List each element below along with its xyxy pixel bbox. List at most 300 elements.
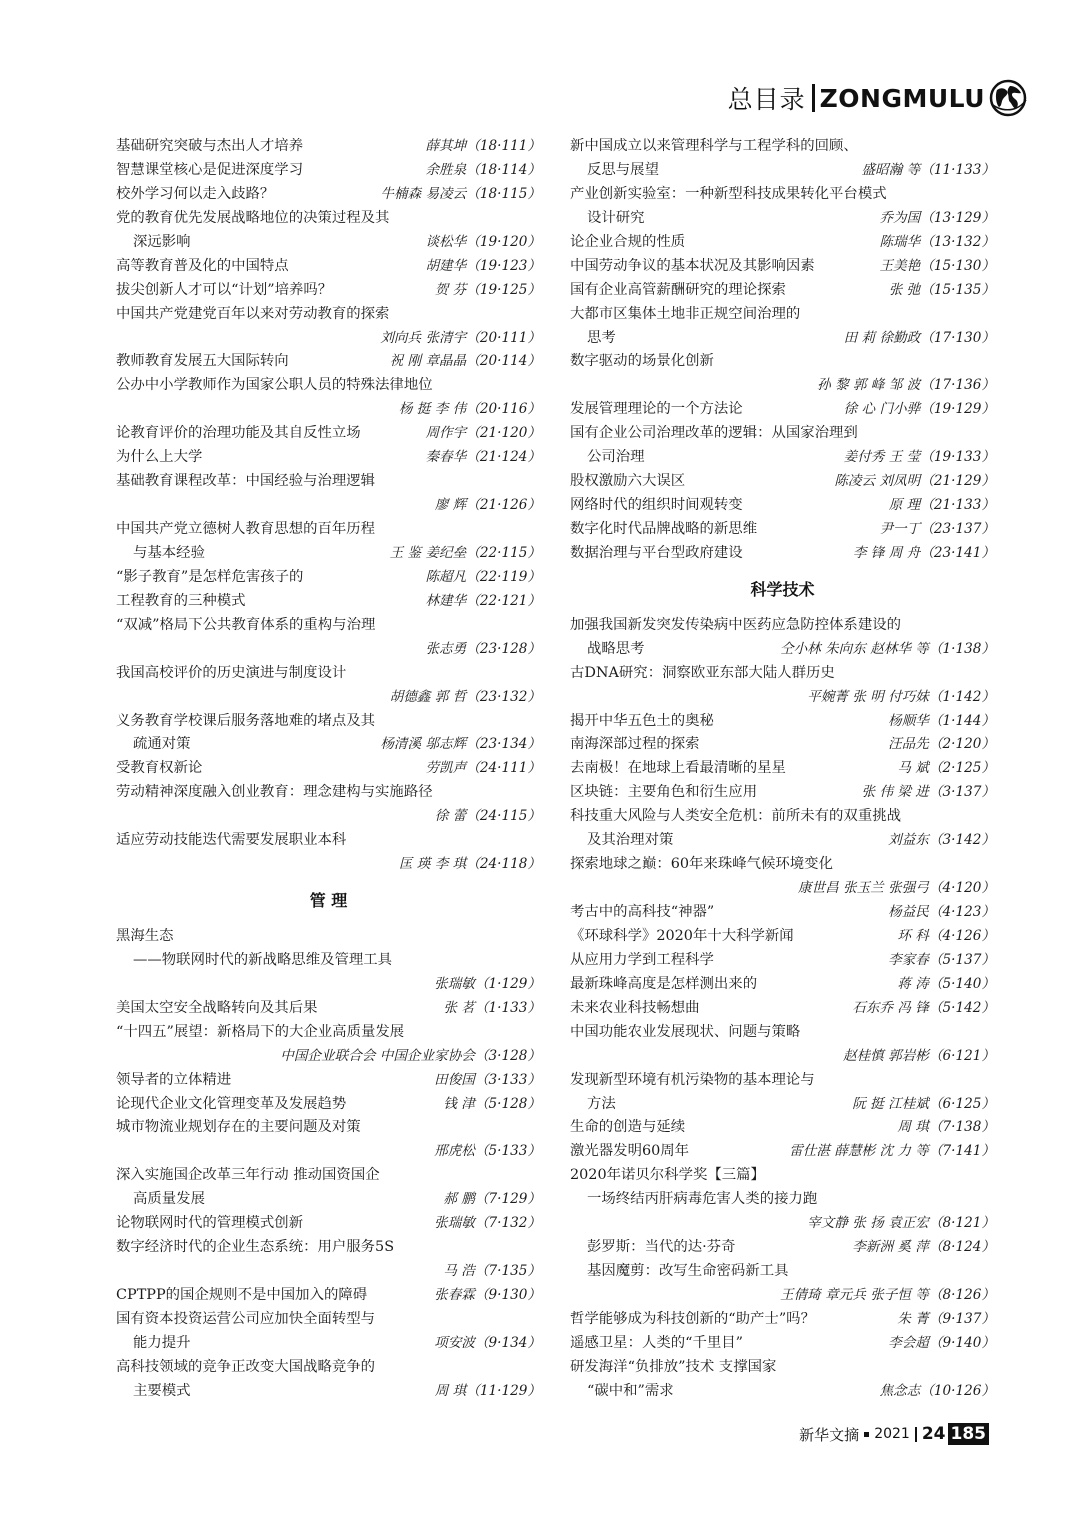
- leader-dots: [305, 135, 423, 159]
- entry-author: 陈瑞华: [879, 233, 921, 250]
- entry-title: 中国劳动争议的基本状况及其影响因素: [570, 257, 815, 274]
- toc-entry: [116, 973, 541, 997]
- toc-entry-continued: [116, 1164, 541, 1188]
- entry-author: 陈凌云 刘凤明: [834, 473, 921, 490]
- entry-page-ref: （7·141）: [928, 1143, 995, 1160]
- entry-page-ref: （7·129）: [474, 1191, 541, 1208]
- entry-author: 李新洲 奚 萍: [852, 1239, 929, 1256]
- entry-author: 李家春: [888, 951, 929, 968]
- toc-entry: [570, 757, 995, 781]
- entry-page-ref: （3·128）: [474, 1047, 541, 1064]
- entry-title: 工程教育的三种模式: [116, 592, 246, 609]
- entry-title: 生命的创造与延续: [570, 1119, 686, 1136]
- entry-page-ref: （21·124）: [466, 449, 541, 466]
- entry-author: 余胜泉: [425, 161, 467, 178]
- entry-title: 美国太空安全战略转向及其后果: [116, 999, 318, 1016]
- toc-entry: [570, 781, 995, 805]
- entry-title: 考古中的高科技“神器”: [570, 904, 715, 921]
- entry-author: 周作宇: [425, 425, 467, 442]
- leader-dots: [817, 255, 878, 279]
- toc-entry: [570, 398, 995, 422]
- entry-title: 最新珠峰高度是怎样测出来的: [570, 975, 758, 992]
- entry-author: 姜付秀 王 莹: [843, 449, 921, 466]
- entry-author: 张 茗: [443, 999, 475, 1016]
- toc-entry-continued: [116, 1021, 541, 1045]
- entry-title: 义务教育学校课后服务落地难的堵点及其: [116, 712, 376, 729]
- toc-entry: [116, 1260, 541, 1284]
- entry-title: 我国高校评价的历史演进与制度设计: [116, 664, 347, 681]
- entry-author: 尹一丁: [879, 521, 921, 537]
- entry-page-ref: （9·137）: [928, 1310, 995, 1327]
- toc-entry: [570, 949, 995, 973]
- entry-author: 阮 挺 江桂斌: [852, 1095, 929, 1112]
- entry-page-ref: （6·125）: [928, 1095, 995, 1112]
- entry-author: 匡 瑛 李 琪: [398, 856, 467, 873]
- entry-page-ref: （3·133）: [474, 1071, 541, 1088]
- entry-title: 国有资本投资运营公司应加快全面转型与: [116, 1310, 376, 1327]
- toc-entry: [570, 1093, 995, 1117]
- leader-dots: [118, 494, 433, 518]
- leader-dots: [675, 829, 886, 853]
- entry-page-ref: （22·115）: [466, 544, 541, 561]
- leader-dots: [618, 1093, 850, 1117]
- toc-entry: [570, 1308, 995, 1332]
- entry-page-ref: （5·137）: [928, 951, 995, 968]
- toc-entry-continued: [116, 518, 541, 542]
- entry-title: 及其治理对策: [587, 832, 674, 849]
- entry-page-ref: （13·129）: [920, 209, 995, 226]
- entry-title: 中国功能农业发展现状、问题与策略: [570, 1023, 801, 1040]
- toc-entry: [116, 1188, 541, 1212]
- entry-page-ref: （7·132）: [474, 1215, 541, 1232]
- leader-dots: [363, 422, 424, 446]
- entry-title: 黑海生态: [116, 927, 174, 944]
- toc-entry-continued: [116, 470, 541, 494]
- toc-entry: [570, 159, 995, 183]
- entry-title: 中国共产党建党百年以来对劳动教育的探索: [116, 305, 390, 322]
- entry-title: 教师教育发展五大国际转向: [116, 353, 289, 370]
- entry-page-ref: （18·114）: [466, 161, 541, 178]
- entry-title: 《环球科学》2020年十大科学新闻: [570, 927, 794, 944]
- header-title-cn: 总目录: [727, 85, 806, 114]
- leader-dots: [204, 757, 423, 781]
- entry-author: 杨清溪 邬志辉: [380, 736, 467, 753]
- entry-title: 论教育评价的治理功能及其自反性立场: [116, 425, 361, 442]
- leader-dots: [118, 398, 397, 422]
- entry-page-ref: （11·129）: [466, 1382, 541, 1399]
- toc-entry-continued: [570, 1021, 995, 1045]
- toc-entry: [116, 686, 541, 710]
- leader-dots: [291, 350, 388, 374]
- leader-dots: [745, 1332, 886, 1356]
- entry-title: 未来农业科技畅想曲: [570, 999, 700, 1016]
- entry-page-ref: （23·132）: [466, 688, 541, 705]
- entry-author: 张 弛: [888, 281, 921, 298]
- entry-title: CPTPP的国企规则不是中国加入的障碍: [116, 1287, 368, 1304]
- entry-title: 加强我国新发突发传染病中医药应急防控体系建设的: [570, 616, 901, 633]
- toc-entry-continued: [116, 1308, 541, 1332]
- entry-title: “十四五”展望：新格局下的大企业高质量发展: [116, 1023, 405, 1040]
- entry-title: 公办中小学教师作为国家公职人员的特殊法律地位: [116, 377, 433, 394]
- toc-entry-continued: [116, 781, 541, 805]
- entry-author: 马 浩: [443, 1263, 475, 1280]
- leader-dots: [193, 733, 379, 757]
- leader-dots: [745, 542, 851, 566]
- entry-page-ref: （21·120）: [466, 425, 541, 442]
- entry-page-ref: （15·130）: [920, 257, 995, 274]
- entry-title: 与基本经验: [133, 544, 205, 561]
- entry-title: 基础教育课程改革：中国经验与治理逻辑: [116, 473, 376, 490]
- leader-dots: [737, 1236, 850, 1260]
- entry-title: 南海深部过程的探索: [570, 736, 700, 753]
- footer-page-number: 185: [948, 1423, 990, 1445]
- leader-dots: [118, 805, 433, 829]
- entry-title: 高科技领域的竞争正改变大国战略竞争的: [116, 1358, 376, 1375]
- entry-title: 发展管理理论的一个方法论: [570, 401, 743, 418]
- leader-dots: [745, 398, 842, 422]
- toc-entry-continued: [116, 374, 541, 398]
- entry-title: 适应劳动技能迭代需要发展职业本科: [116, 832, 347, 849]
- leader-dots: [207, 542, 388, 566]
- toc-entry: [570, 1284, 995, 1308]
- toc-entry: [570, 829, 995, 853]
- toc-entry: [570, 1236, 995, 1260]
- toc-entry: [570, 542, 995, 566]
- leader-dots: [319, 997, 441, 1021]
- entry-title: 产业创新实验室：一种新型科技成果转化平台模式: [570, 185, 887, 202]
- toc-entry: [570, 997, 995, 1021]
- toc-entry: [570, 255, 995, 279]
- entry-title: ——物联网时代的新战略思维及管理工具: [133, 951, 393, 968]
- entry-page-ref: （4·126）: [928, 927, 995, 944]
- toc-entry: [116, 853, 541, 877]
- entry-author: 徐 蕾: [434, 808, 467, 825]
- leader-dots: [233, 1069, 432, 1093]
- leader-dots: [291, 255, 424, 279]
- entry-author: 祝 刚 章晶晶: [389, 353, 467, 370]
- entry-page-ref: （8·121）: [928, 1215, 995, 1232]
- leader-dots: [305, 566, 423, 590]
- entry-author: 田 莉 徐勤政: [843, 329, 921, 346]
- entry-author: 环 科: [897, 927, 929, 944]
- toc-entry-continued: [116, 1356, 541, 1380]
- entry-author: 谈松华: [425, 233, 467, 250]
- entry-author: 康世昌 张玉兰 张强弓: [797, 880, 929, 897]
- entry-title: 一场终结丙肝病毒危害人类的接力跑: [587, 1191, 818, 1208]
- entry-page-ref: （10·126）: [920, 1382, 995, 1399]
- entry-author: 焦念志: [879, 1382, 921, 1399]
- entry-author: 张 伟 梁 进: [861, 784, 929, 801]
- toc-entry-continued: [570, 135, 995, 159]
- entry-title: 为什么上大学: [116, 449, 203, 466]
- toc-entry: [116, 1069, 541, 1093]
- toc-entry: [570, 710, 995, 734]
- toc-entry: [116, 1140, 541, 1164]
- footer-issue: 24: [921, 1424, 946, 1444]
- toc-entry: [570, 686, 995, 710]
- leader-dots: [572, 374, 815, 398]
- entry-author: 贺 芬: [434, 281, 467, 298]
- toc-entry: [570, 518, 995, 542]
- entry-author: 秦春华: [425, 449, 467, 466]
- entry-title: 思考: [587, 329, 616, 346]
- leader-dots: [204, 446, 423, 470]
- entry-author: 王倩琦 章元兵 张子恒 等: [779, 1287, 929, 1304]
- leader-dots: [369, 1284, 432, 1308]
- toc-entry-continued: [570, 1356, 995, 1380]
- entry-page-ref: （2·125）: [928, 760, 995, 777]
- entry-title: 激光器发明60周年: [570, 1143, 690, 1160]
- leader-dots: [193, 1380, 433, 1404]
- leader-dots: [759, 518, 877, 542]
- footer-divider: [915, 1427, 917, 1442]
- toc-entry: [570, 1116, 995, 1140]
- toc-entry-continued: [570, 1188, 995, 1212]
- entry-page-ref: （21·129）: [920, 473, 995, 490]
- page-footer: [799, 1422, 989, 1446]
- footer-dot: [864, 1432, 869, 1437]
- leader-dots: [647, 446, 842, 470]
- leader-dots: [248, 590, 424, 614]
- entry-page-ref: （22·121）: [466, 592, 541, 609]
- entry-title: 数字经济时代的企业生态系统：用户服务5S: [116, 1239, 395, 1256]
- entry-author: 项安波: [434, 1334, 475, 1351]
- entry-author: 薛其坤: [425, 138, 467, 154]
- entry-author: 仝小林 朱向东 赵林华 等: [779, 640, 929, 657]
- entry-author: 钱 津: [443, 1095, 475, 1112]
- entry-title: 校外学习何以走入歧路？: [116, 185, 275, 202]
- entry-title: 中国共产党立德树人教育思想的百年历程: [116, 521, 376, 537]
- entry-title: 城市物流业规划存在的主要问题及对策: [116, 1119, 361, 1136]
- entry-author: 王 鉴 姜纪垒: [389, 544, 467, 561]
- entry-author: 刘益东: [888, 832, 929, 849]
- entry-page-ref: （17·136）: [920, 377, 995, 394]
- toc-entry-continued: [570, 614, 995, 638]
- toc-entry-continued: [570, 1069, 995, 1093]
- entry-author: 刘向兵 张清宇: [380, 329, 467, 346]
- leader-dots: [572, 1045, 841, 1069]
- toc-entry: [570, 279, 995, 303]
- entry-author: 胡德鑫 郭 哲: [389, 688, 467, 705]
- entry-page-ref: （3·137）: [928, 784, 995, 801]
- leader-dots: [745, 494, 887, 518]
- entry-author: 周 琪: [434, 1382, 467, 1399]
- entry-page-ref: （7·135）: [474, 1263, 541, 1280]
- entry-page-ref: （1·138）: [928, 640, 995, 657]
- entry-title: 论现代企业文化管理变革及发展趋势: [116, 1095, 347, 1112]
- toc-entry: [570, 901, 995, 925]
- entry-page-ref: （1·144）: [928, 712, 995, 729]
- toc-entry: [570, 470, 995, 494]
- leader-dots: [118, 327, 378, 351]
- entry-page-ref: （19·123）: [466, 257, 541, 274]
- entry-title: 发现新型环境有机污染物的基本理论与: [570, 1071, 815, 1088]
- section-heading: 管 理: [309, 891, 348, 911]
- toc-entry-continued: [116, 1116, 541, 1140]
- toc-entry: [570, 446, 995, 470]
- entry-page-ref: （2·120）: [928, 736, 995, 753]
- entry-author: 赵桂慎 郭岩彬: [843, 1047, 929, 1064]
- toc-entry-continued: [116, 303, 541, 327]
- entry-page-ref: （11·133）: [920, 161, 995, 178]
- toc-entry: [116, 638, 541, 662]
- entry-title: 领导者的立体精进: [116, 1071, 232, 1088]
- entry-title: 智慧课堂核心是促进深度学习: [116, 161, 304, 178]
- leader-dots: [207, 1188, 441, 1212]
- leader-dots: [305, 159, 423, 183]
- entry-author: 孙 黎 郭 峰 邹 波: [817, 377, 921, 394]
- entry-title: 能力提升: [133, 1334, 191, 1351]
- entry-page-ref: （19·125）: [466, 281, 541, 298]
- entry-title: 党的教育优先发展战略地位的决策过程及其: [116, 209, 390, 226]
- entry-title: 区块链：主要角色和衍生应用: [570, 784, 758, 801]
- entry-title: 国有企业高管薪酬研究的理论探索: [570, 281, 786, 298]
- entry-title: 基础研究突破与杰出人才培养: [116, 138, 304, 154]
- leader-dots: [676, 1380, 878, 1404]
- entry-title: 彭罗斯：当代的达·芬奇: [587, 1239, 736, 1256]
- entry-page-ref: （1·129）: [474, 975, 541, 992]
- entry-title: 公司治理: [587, 449, 645, 466]
- entry-author: 乔为国: [879, 209, 921, 226]
- entry-author: 陈超凡: [425, 568, 467, 585]
- entry-title: 拔尖创新人才可以“计划”培养吗？: [116, 281, 333, 298]
- toc-entry: [116, 183, 541, 207]
- toc-entry: [116, 1212, 541, 1236]
- toc-entry: [116, 1284, 541, 1308]
- entry-title: 研发海洋“负排放”技术 支撑国家: [570, 1358, 777, 1375]
- entry-title: 疏通对策: [133, 736, 191, 753]
- toc-entry: [116, 279, 541, 303]
- toc-entry-continued: [116, 710, 541, 734]
- entry-page-ref: （9·134）: [474, 1334, 541, 1351]
- entry-title: 国有企业公司治理改革的逻辑：从国家治理到: [570, 425, 858, 442]
- entry-author: 郝 鹏: [443, 1191, 475, 1208]
- entry-page-ref: （4·123）: [928, 904, 995, 921]
- toc-entry: [570, 1140, 995, 1164]
- leader-dots: [691, 1140, 787, 1164]
- toc-entry-continued: [570, 422, 995, 446]
- leader-dots: [788, 757, 896, 781]
- toc-entry: [116, 446, 541, 470]
- entry-author: 牛楠森 易凌云: [380, 185, 467, 202]
- entry-title: 高质量发展: [133, 1191, 205, 1208]
- leader-dots: [572, 686, 805, 710]
- entry-author: 廖 辉: [434, 497, 467, 514]
- entry-page-ref: （18·115）: [466, 185, 541, 202]
- toc-entry: [116, 135, 541, 159]
- entry-author: 石东乔 冯 锋: [852, 999, 929, 1016]
- entry-page-ref: （5·128）: [474, 1095, 541, 1112]
- entry-author: 王美艳: [879, 257, 921, 274]
- entry-author: 林建华: [425, 592, 467, 609]
- entry-page-ref: （21·133）: [920, 497, 995, 514]
- entry-page-ref: （18·111）: [466, 138, 541, 154]
- entry-title: 深入实施国企改革三年行动 推动国资国企: [116, 1167, 380, 1184]
- toc-entry: [116, 231, 541, 255]
- entry-author: 朱 菁: [897, 1310, 929, 1327]
- section-heading: 科学技术: [750, 579, 815, 599]
- entry-author: 原 理: [888, 497, 921, 514]
- toc-entry-continued: [116, 829, 541, 853]
- toc-entry: [116, 1093, 541, 1117]
- toc-entry-continued: [570, 662, 995, 686]
- toc-entry-continued: [116, 207, 541, 231]
- toc-entry-continued: [570, 1260, 995, 1284]
- leader-dots: [759, 973, 895, 997]
- toc-entry-continued: [116, 1236, 541, 1260]
- entry-author: 马 斌: [897, 760, 929, 777]
- entry-title: 哲学能够成为科技创新的“助产士”吗？: [570, 1310, 815, 1327]
- leader-dots: [572, 1284, 778, 1308]
- toc-entry: [116, 997, 541, 1021]
- entry-author: 李 锋 周 舟: [852, 544, 921, 561]
- leader-dots: [687, 470, 832, 494]
- entry-page-ref: （6·121）: [928, 1047, 995, 1064]
- entry-title: 大都市区集体土地非正规空间治理的: [570, 305, 801, 322]
- toc-entry: [570, 494, 995, 518]
- entry-page-ref: （23·128）: [466, 640, 541, 657]
- entry-page-ref: （9·140）: [928, 1334, 995, 1351]
- leader-dots: [118, 686, 388, 710]
- toc-entry-continued: [570, 303, 995, 327]
- toc-entry-continued: [570, 853, 995, 877]
- footer-year: 2021: [874, 1426, 910, 1442]
- leader-dots: [118, 638, 423, 662]
- leader-dots: [118, 853, 397, 877]
- toc-entry: [570, 1212, 995, 1236]
- entry-author: 胡建华: [425, 257, 467, 274]
- toc-entry: [570, 374, 995, 398]
- entry-title: “碳中和”需求: [587, 1382, 674, 1399]
- entry-title: 设计研究: [587, 209, 645, 226]
- entry-title: 数据治理与平台型政府建设: [570, 544, 743, 561]
- entry-page-ref: （24·111）: [466, 760, 541, 777]
- leader-dots: [618, 327, 842, 351]
- toc-left-column: [116, 135, 541, 1404]
- toc-entry: [116, 757, 541, 781]
- leader-dots: [118, 1260, 441, 1284]
- entry-page-ref: （23·137）: [920, 521, 995, 537]
- entry-author: 田俊国: [434, 1071, 475, 1088]
- entry-author: 张志勇: [425, 640, 467, 657]
- toc-entry: [116, 1045, 541, 1069]
- entry-page-ref: （19·133）: [920, 449, 995, 466]
- leader-dots: [817, 1308, 895, 1332]
- entry-title: 战略思考: [587, 640, 645, 657]
- entry-page-ref: （21·126）: [466, 497, 541, 514]
- entry-page-ref: （15·135）: [920, 281, 995, 298]
- entry-author: 杨 挺 李 伟: [398, 401, 467, 418]
- leader-dots: [647, 638, 778, 662]
- entry-title: 新中国成立以来管理科学与工程学科的回顾、: [570, 138, 858, 154]
- toc-entry: [116, 1380, 541, 1404]
- toc-entry: [116, 566, 541, 590]
- toc-entry: [570, 1045, 995, 1069]
- entry-page-ref: （5·133）: [474, 1143, 541, 1160]
- toc-right-column: [570, 135, 995, 1404]
- toc-entry: [570, 877, 995, 901]
- entry-title: 深远影响: [133, 233, 191, 250]
- header-divider: [812, 84, 815, 112]
- footer-magazine: 新华文摘: [799, 1425, 860, 1444]
- leader-dots: [796, 925, 896, 949]
- entry-title: 从应用力学到工程科学: [570, 951, 714, 968]
- leader-dots: [276, 183, 378, 207]
- toc-entry: [570, 1380, 995, 1404]
- entry-author: 杨顺华: [888, 712, 929, 729]
- entry-title: 受教育权新论: [116, 760, 203, 777]
- entry-author: 张瑞敏: [434, 975, 475, 992]
